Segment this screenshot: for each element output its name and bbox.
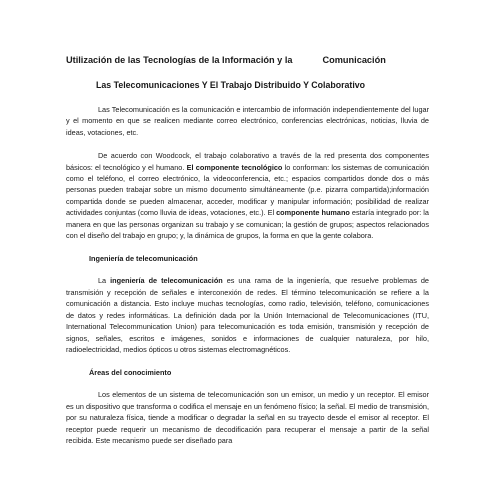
- section-heading-ingenieria: Ingeniería de telecomunicación: [89, 254, 198, 264]
- bold-term-ingenieria: ingeniería de telecomunicación: [110, 276, 223, 286]
- document-title: [66, 54, 429, 66]
- document-subtitle: Las Telecomunicaciones Y El Trabajo Distribuido Y Colaborativo: [96, 80, 366, 90]
- paragraph-ingenieria: [66, 275, 429, 355]
- bold-term-componente-tecnologico: El componente tecnológico: [186, 162, 283, 172]
- paragraph-woodcock: [66, 150, 429, 241]
- paragraph-areas: [66, 389, 429, 446]
- paragraph-text: es una rama de la ingeniería, que resuelve problemas de transmisión y recepción de señales e interconexión de redes. El término telecomunicación se refiere a la comunicación a distancia. Esto incluye muchas tecnologías, como radio, televisión, teléfono, comunicaciones de datos y redes informáticas. La definición dada por la Unión Internacional de Telecomunicaciones (ITU, International Telecommunication Union) para telecomunicación es toda emisión, transmisión y recepción de signos, señales, escritos e imágenes, sonidos e informaciones de cualquier naturaleza, por hilo, radioelectricidad, medios ópticos u otros sistemas electromagnéticos.: [66, 276, 429, 354]
- paragraph-text: estaría integrado por: la manera en que las personas organizan su trabajo y se comunican; la gestión de grupos; aspectos relacionados con el diseño del trabajo en grupo; y, la dinámica de grupos, la forma en que la gente colabora.: [66, 208, 429, 241]
- paragraph-text: De acuerdo con Woodcock, el trabajo colaborativo a través de la red presenta dos componentes básicos: el tecnológico y el humano.: [66, 151, 429, 172]
- title-part-2: Comunicación: [322, 55, 386, 65]
- paragraph-text: Los elementos de un sistema de telecomunicación son un emisor, un medio y un receptor. El emisor es un dispositivo que transforma o codifica el mensaje en un fenómeno físico; la señal. El medio de transmisión, por su naturaleza física, tiende a modificar o degradar la señal en su trayecto desde el emisor al receptor. El receptor puede requerir un mecanismo de decodificación para recuperar el mensaje a partir de la señal recibida. Este mecanismo puede ser diseñado para: [66, 390, 429, 445]
- title-part-1: Utilización de las Tecnologías de la Información y la: [66, 55, 293, 65]
- paragraph-text: La: [98, 276, 107, 286]
- paragraph-telecomunicacion: [66, 104, 429, 138]
- paragraph-text: Las Telecomunicación es la comunicación e intercambio de información independientemente del lugar y el momento en que se realicen mediante correo electrónico, conferencias electrónicas, noticias, lluvia de ideas, votaciones, etc.: [66, 105, 429, 137]
- paragraph-text: lo conforman: los sistemas de comunicación como el teléfono, el correo electrónico, la videoconferencia, etc.; espacios compartidos donde dos o más personas pueden trabajar sobre un mismo documento simultáneamente (p.e. pizarra compartida);información compartida donde se pueden almacenar, acceder, modificar y manipular información; posibilidad de realizar actividades conjuntas (como lluvia de ideas, votaciones, etc.). El: [66, 162, 429, 218]
- section-heading-areas: Áreas del conocimiento: [89, 368, 172, 378]
- bold-term-componente-humano: componente humano: [276, 208, 350, 218]
